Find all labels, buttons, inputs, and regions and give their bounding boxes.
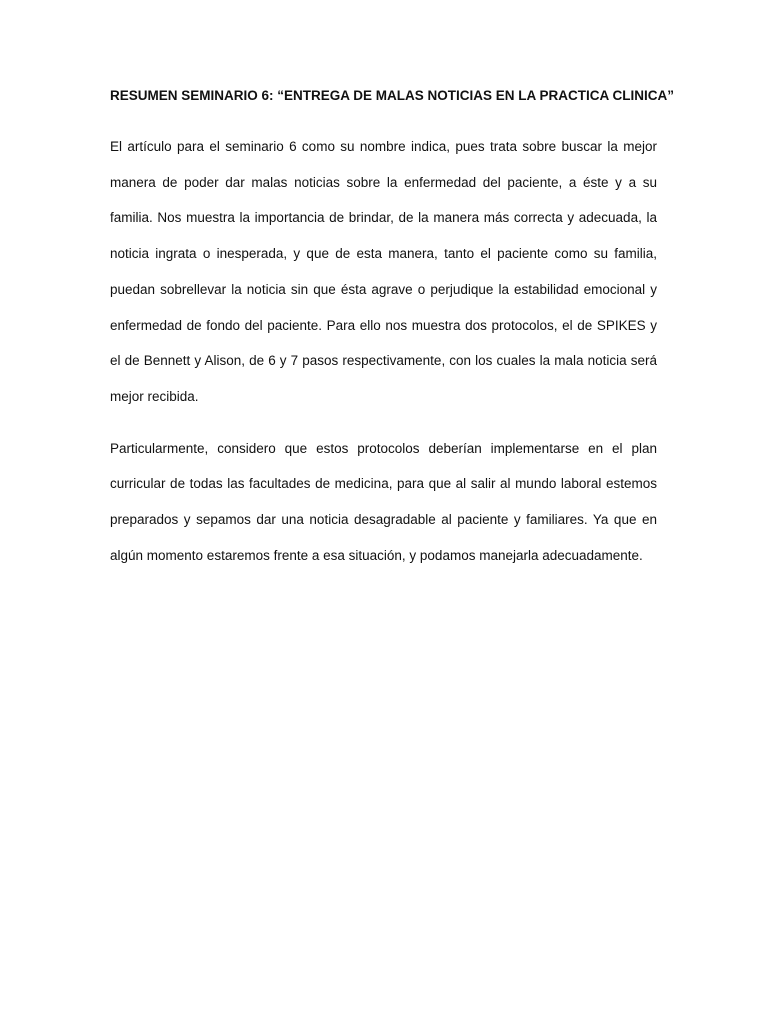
paragraph-1: El artículo para el seminario 6 como su nombre indica, pues trata sobre buscar la mejor manera de poder dar malas noticias sobre la enfermedad del paciente, a éste y a su familia. Nos muestra la importancia de brindar, de la manera más correcta y adecuada, la noticia ingrata o inesperada, y que de esta manera, tanto el paciente como su familia, puedan sobrellevar la noticia sin que ésta agrave o perjudique la estabilidad emocional y enfermedad de fondo del paciente. Para ello nos muestra dos protocolos, el de SPIKES y el de Bennett y Alison, de 6 y 7 pasos respectivamente, con los cuales la mala noticia será mejor recibida. [110,139,657,404]
paragraph-2: Particularmente, considero que estos protocolos deberían implementarse en el plan curricular de todas las facultades de medicina, para que al salir al mundo laboral estemos preparados y sepamos dar una noticia desagradable al paciente y familiares. Ya que en algún momento estaremos frente a esa situación, y podamos manejarla adecuadamente. [110,440,657,563]
document-title: RESUMEN SEMINARIO 6: “ENTREGA DE MALAS NOTICIAS EN LA PRACTICA CLINICA” [110,88,675,103]
document-body [110,129,657,589]
